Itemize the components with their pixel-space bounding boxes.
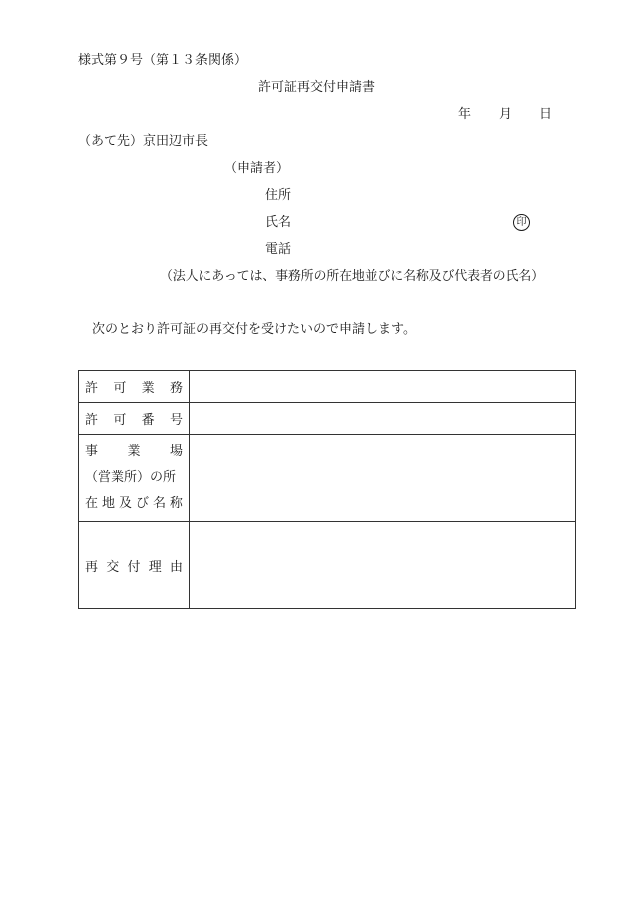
input-permit-number[interactable] — [190, 403, 576, 435]
input-business-site[interactable] — [190, 435, 576, 522]
input-permitted-business[interactable] — [190, 371, 576, 403]
date-month-label: 月 — [499, 107, 513, 122]
document-title: 許可証再交付申請書 — [258, 80, 376, 95]
name-label: 氏名 — [265, 215, 292, 230]
seal-mark — [513, 214, 530, 231]
corporation-note: （法人にあっては、事務所の所在地並びに名称及び代表者の氏名） — [160, 269, 544, 284]
phone-label: 電話 — [265, 242, 292, 257]
application-statement: 次のとおり許可証の再交付を受けたいので申請します。 — [92, 322, 416, 337]
label-business-site: 事 業 場 （営業所）の所 在 地 及 び 名 称 — [79, 435, 190, 522]
date-year-label: 年 — [458, 107, 472, 122]
addressee: （あて先）京田辺市長 — [78, 134, 209, 149]
table-row-reissue-reason — [79, 522, 576, 609]
label-permit-number: 許 可 番 号 — [79, 403, 190, 435]
label-permitted-business: 許 可 業 務 — [79, 371, 190, 403]
table-row-permit-number — [79, 403, 576, 435]
form-number: 様式第９号（第１３条関係） — [78, 53, 248, 68]
seal-icon: 印 — [513, 214, 530, 231]
date-day-label: 日 — [539, 107, 553, 122]
application-details-table — [78, 370, 576, 609]
table-row-business-site — [79, 435, 576, 522]
table-row-permitted-business — [79, 371, 576, 403]
address-label: 住所 — [265, 188, 292, 203]
input-reissue-reason[interactable] — [190, 522, 576, 609]
label-reissue-reason: 再 交 付 理 由 — [79, 522, 190, 609]
applicant-heading: （申請者） — [224, 161, 290, 176]
